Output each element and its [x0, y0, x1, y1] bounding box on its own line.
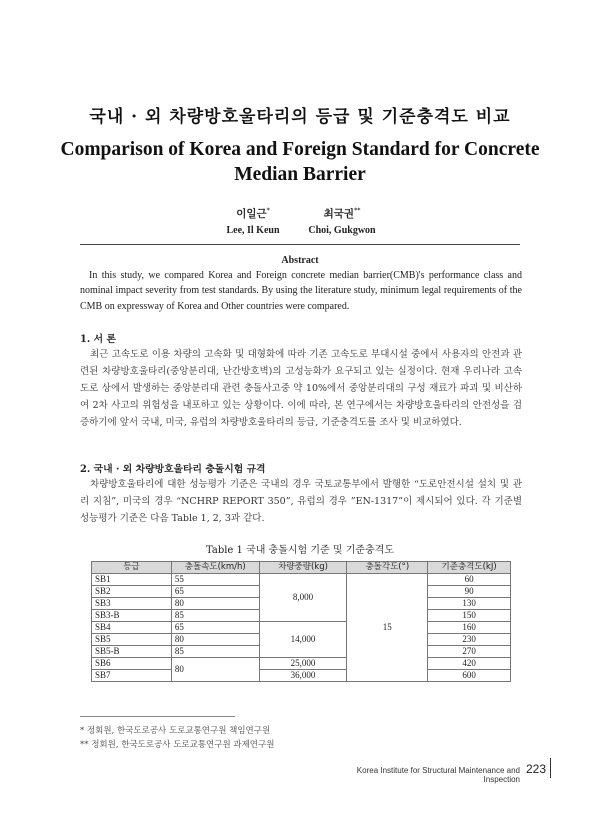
cell-speed: 80 [171, 598, 259, 610]
header-weight: 차량중량(kg) [259, 562, 347, 574]
table-1 [91, 561, 511, 682]
cell-grade: SB5 [92, 634, 172, 646]
cell-grade: SB2 [92, 586, 172, 598]
cell-impact: 420 [428, 658, 511, 670]
cell-speed: 85 [171, 646, 259, 658]
cell-grade: SB6 [92, 658, 172, 670]
title-english: Comparison of Korea and Foreign Standard for Concrete Median Barrier [60, 139, 540, 185]
cell-impact: 600 [428, 670, 511, 682]
cell-impact: 90 [428, 586, 511, 598]
cell-grade: SB4 [92, 622, 172, 634]
abstract-divider [80, 244, 520, 245]
section-2-heading: 2. 국내 · 외 차량방호울타리 충돌시험 규격 [80, 464, 266, 475]
author-1-mark: * [266, 207, 270, 215]
author-1-name-en: Lee, Il Keun [226, 225, 280, 236]
author-2-name-ko: 최국권 [323, 208, 355, 220]
section-1-heading: 1. 서 론 [80, 334, 116, 345]
header-angle: 충돌각도(°) [347, 562, 428, 574]
footnote-2: ** 정회원, 한국도로공사 도로교통연구원 과제연구원 [80, 740, 275, 750]
author-2-name-en: Choi, Gukgwon [308, 225, 376, 236]
table-row [92, 574, 511, 586]
author-2 [282, 206, 402, 236]
footnote-divider [80, 716, 235, 717]
cell-angle: 15 [347, 574, 428, 682]
page-number: 223 [526, 762, 547, 776]
cell-speed: 55 [171, 574, 259, 586]
cell-speed: 65 [171, 622, 259, 634]
cell-weight: 36,000 [259, 670, 347, 682]
abstract-heading: Abstract [281, 255, 319, 266]
header-grade: 등급 [92, 562, 172, 574]
cell-impact: 130 [428, 598, 511, 610]
cell-grade: SB7 [92, 670, 172, 682]
cell-grade: SB3 [92, 598, 172, 610]
footer-journal: Korea Institute for Structural Maintenance and Inspection [356, 766, 520, 784]
cell-impact: 160 [428, 622, 511, 634]
header-speed: 충돌속도(km/h) [171, 562, 259, 574]
cell-impact: 150 [428, 610, 511, 622]
page-number-bar [550, 758, 551, 778]
cell-speed: 85 [171, 610, 259, 622]
cell-speed: 80 [171, 658, 259, 682]
title-korean: 국내 · 외 차량방호울타리의 등급 및 기준충격도 비교 [89, 107, 511, 127]
table-row [92, 658, 511, 670]
cell-impact: 230 [428, 634, 511, 646]
section-1-text: 최근 고속도로 이용 차량의 고속화 및 대형화에 따라 기존 고속도로 부대시설 중에서 사용자의 안전과 관련된 차량방호울타리(중앙분리대, 난간방호벽)의 고성능화가 요구되고 있는 실정이다. 현재 우리나라 고속도로 상에서 발생하는 중앙분리대 관련 충돌사고중 약 10%에서 중앙분리대의 구성 재료가 파괴 및 비산하여 2차 사고의 위험성을 내포하고 있는 상황이다. 이에 따라, 본 연구에서는 차량방호울타리의 안전성을 검증하기에 앞서 국내, 미국, 유럽의 차량방호울타리의 등급, 기준충격도를 조사 및 비교하였다. [80, 349, 522, 428]
footnote-1: * 정회원, 한국도로공사 도로교통연구원 책임연구원 [80, 726, 271, 736]
abstract-text: In this study, we compared Korea and Foreign concrete median barrier(CMB)'s performance class and nominal impact severity from test standards. By using the literature study, minimum legal requirements of the CMB on expressway of Korea and Other countries were compared. [80, 270, 522, 312]
cell-speed: 80 [171, 634, 259, 646]
author-1-name-ko: 이일근 [236, 208, 267, 220]
cell-grade: SB1 [92, 574, 172, 586]
cell-impact: 270 [428, 646, 511, 658]
table-header-row [92, 562, 511, 574]
cell-weight: 25,000 [259, 658, 347, 670]
table-1-caption: Table 1 국내 충돌시험 기준 및 기준충격도 [205, 545, 395, 556]
author-2-mark: ** [354, 207, 361, 215]
header-impact: 기준충격도(kJ) [428, 562, 511, 574]
table-row [92, 622, 511, 634]
cell-speed: 65 [171, 586, 259, 598]
cell-grade: SB3-B [92, 610, 172, 622]
section-2-text: 차량방호울타리에 대한 성능평가 기준은 국내의 경우 국토교통부에서 발행한 “도로안전시설 설치 및 관리 지침”, 미국의 경우 “NCHRP REPORT 350”, 유럽의 경우 ”EN-1317”이 제시되어 있다. 각 기준별 성능평가 기준은 다음 Table 1, 2, 3과 같다. [80, 479, 522, 524]
cell-weight: 14,000 [259, 622, 347, 658]
table-row [92, 670, 511, 682]
cell-weight: 8,000 [259, 574, 347, 622]
cell-grade: SB5-B [92, 646, 172, 658]
cell-impact: 60 [428, 574, 511, 586]
